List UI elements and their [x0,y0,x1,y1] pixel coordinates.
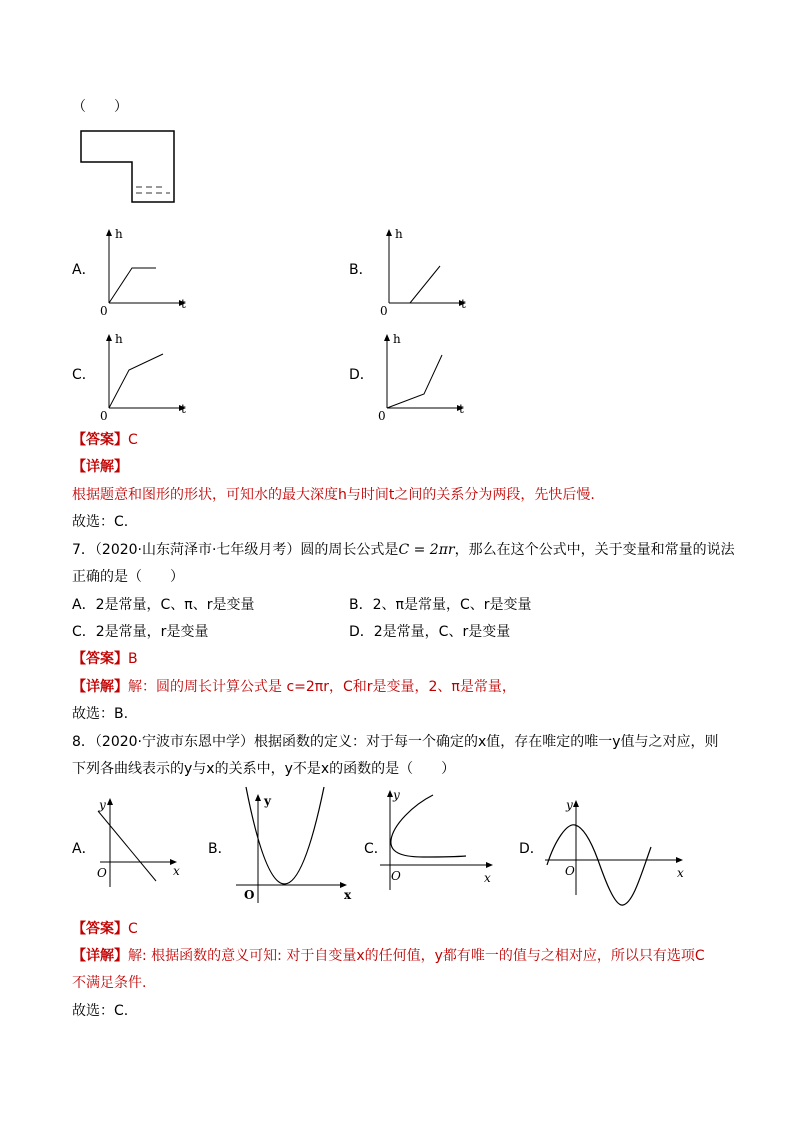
q7-option-d: D．2是常量，C、r是变量 [349,624,511,640]
q7-detail [72,676,516,696]
q8-option-b-letter: B． [208,841,232,857]
q7-answer [72,648,138,668]
q8-option-b-graph [232,785,362,905]
q8-detail-line1: 解: 根据函数的意义可知: 对于自变量x的任何值，y都有唯一的值与之相对应，所以只有选项C [128,948,705,964]
q7-answer-label: 【答案】 [72,651,128,667]
q8-choose: 故选：C. [72,1003,129,1019]
q6-option-b-letter: B． [349,262,373,278]
q7-stem-b: ，那么在这个公式中，关于变量和常量的说法 [454,542,735,558]
q7-option-b: B．2、π是常量，C、r是变量 [349,597,532,613]
q6-answer [72,429,138,449]
q7-stem-a: 7．（2020·山东菏泽市·七年级月考）圆的周长公式是 [72,542,399,558]
q6-option-c-graph [95,330,195,422]
q6-a-origin: 0 [100,304,108,318]
q6-c-t-label: t [181,402,186,416]
q8-b-y-label: y [264,794,271,808]
q7-detail-text: 解：圆的周长计算公式是 c=2πr，C和r是变量，2、π是常量， [128,679,516,695]
q6-detail-label: 【详解】 [72,459,128,475]
q6-a-t-label: t [181,297,186,311]
q7-detail-label: 【详解】 [72,679,128,695]
q7-stem [72,539,735,559]
q6-choose: 故选：C. [72,514,129,530]
q6-b-t-label: t [461,297,466,311]
q8-stem-line2: 下列各曲线表示的y与x的关系中，y不是x的函数的是（ ） [72,761,456,777]
container-diagram [80,130,180,205]
q8-stem-line1: 8．（2020·宁波市东恩中学）根据函数的定义：对于每一个确定的x值，存在唯定的唯一y值与之对应，则 [72,734,719,750]
q6-b-h-label: h [395,227,403,241]
q8-a-x-label: x [173,864,180,878]
q6-c-origin: 0 [100,409,108,423]
q8-option-c-graph [378,785,498,895]
q6-option-d-letter: D． [349,367,374,383]
q8-answer [72,918,138,938]
q6-d-origin: 0 [378,409,386,423]
q8-c-origin: O [391,869,401,883]
q8-answer-value: C [128,921,138,937]
q6-a-h-label: h [115,227,123,241]
q8-d-x-label: x [677,866,684,880]
q8-option-d-graph [543,795,693,910]
q6-d-h-label: h [393,332,401,346]
q6-option-c-letter: C． [72,367,96,383]
q8-d-origin: O [565,864,575,878]
q8-detail-label: 【详解】 [72,948,128,964]
q7-option-a: A．2是常量，C、π、r是变量 [72,597,255,613]
q8-b-x-label: x [344,888,352,902]
q8-d-y-label: y [566,798,573,812]
q6-detail-text: 根据题意和图形的形状，可知水的最大深度h与时间t之间的关系分为两段，先快后慢. [72,487,595,503]
q8-c-y-label: y [393,788,400,802]
q6-answer-label: 【答案】 [72,432,128,448]
q8-a-origin: O [97,866,107,880]
q7-formula: C = 2πr [398,542,455,558]
q7-stem-line2: 正确的是（ ） [72,569,184,585]
q6-c-h-label: h [115,332,123,346]
q6-option-d-graph [373,330,473,422]
q8-answer-label: 【答案】 [72,921,128,937]
q8-option-d-letter: D． [519,841,544,857]
q8-b-origin: O [244,888,255,902]
q6-option-a-graph [95,226,195,318]
q6-answer-value: C [128,432,138,448]
q6-b-origin: 0 [380,304,388,318]
q6-option-a-letter: A． [72,262,96,278]
q8-option-a-graph [90,795,190,895]
q6-option-b-graph [375,226,475,318]
q8-option-a-letter: A． [72,841,96,857]
q8-a-y-label: y [99,798,106,812]
q8-detail [72,945,705,965]
q8-option-c-letter: C． [364,841,388,857]
q7-choose: 故选：B. [72,706,129,722]
q8-detail-line2: 不满足条件. [72,975,147,991]
q8-c-x-label: x [484,871,491,885]
q7-option-c: C．2是常量，r是变量 [72,624,209,640]
q6-paren: （ ） [72,99,128,115]
q7-answer-value: B [128,651,138,667]
q6-d-t-label: t [459,402,464,416]
